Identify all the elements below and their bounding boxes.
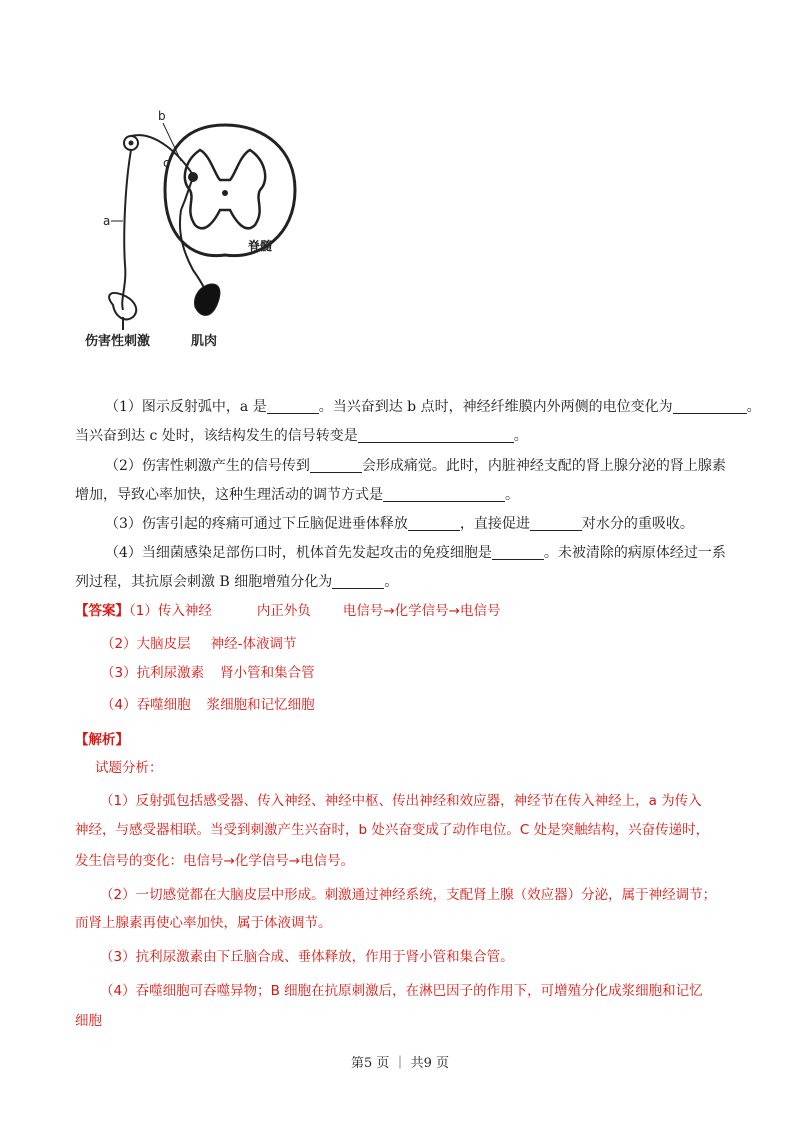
analysis-p4-line2: 细胞 — [75, 1013, 102, 1029]
analysis-p1-line2: 神经，与感受器相联。当受到刺激产生兴奋时，b 处兴奋变成了动作电位。C 处是突触结构，兴奋传递时， — [75, 822, 710, 838]
blank-3a[interactable] — [408, 514, 460, 531]
label-muscle: 肌肉 — [191, 334, 218, 349]
label-b: b — [158, 109, 166, 123]
answer-line-3: （3）抗利尿激素 肾小管和集合管 — [101, 665, 315, 681]
label-spinal-cord: 脊髓 — [248, 239, 273, 253]
label-stimulus: 伤害性刺激 — [85, 334, 151, 349]
question-3: （3）伤害引起的疼痛可通过下丘脑促进垂体释放 ，直接促进 对水分的重吸收。 — [105, 516, 694, 532]
blank-1c[interactable] — [358, 426, 514, 443]
reflex-arc-diagram — [85, 95, 365, 360]
analysis-p3-line1: （3）抗利尿激素由下丘脑合成、垂体释放，作用于肾小管和集合管。 — [100, 949, 514, 965]
analysis-p1-line1: （1）反射弧包括感受器、传入神经、神经中枢、传出神经和效应器，神经节在传入神经上，a 为传入 — [100, 793, 702, 809]
blank-1a[interactable] — [267, 397, 319, 414]
analysis-intro: 试题分析： — [95, 760, 163, 776]
watermark: ​ — [556, 600, 564, 635]
label-a: a — [103, 214, 111, 228]
question-2: （2）伤害性刺激产生的信号传到 会形成痛觉。此时，内脏神经支配的肾上腺分泌的肾上腺素 增加，导致心率加快，这种生理活动的调节方式是 。 — [75, 458, 726, 503]
reflex-arc-figure — [85, 95, 365, 360]
blank-2b[interactable] — [383, 485, 505, 502]
blank-2a[interactable] — [310, 456, 362, 473]
analysis-p2-line1: （2）一切感觉都在大脑皮层中形成。刺激通过神经系统，支配肾上腺（效应器）分泌，属于神经调节； — [100, 887, 717, 903]
question-1: （1）图示反射弧中，a 是 。当兴奋到达 b 点时，神经纤维膜内外两侧的电位变化为 。 当兴奋到达 c 处时，该结构发生的信号转变是 。 — [75, 399, 761, 444]
answer-line-4: （4）吞噬细胞 浆细胞和记忆细胞 — [101, 697, 315, 713]
answer-heading: 【答案】 — [75, 603, 129, 619]
analysis-heading: 【解析】 — [75, 732, 129, 748]
blank-4b[interactable] — [332, 572, 384, 589]
answer-line-2: （2）大脑皮层 神经-体液调节 — [101, 636, 297, 652]
blank-3b[interactable] — [530, 514, 582, 531]
question-4: （4）当细菌感染足部伤口时，机体首先发起攻击的免疫细胞是 。未被清除的病原体经过一系 列过程，其抗原会刺激 B 细胞增殖分化为 。 — [75, 545, 726, 590]
blank-1b[interactable] — [673, 397, 747, 414]
page-footer: 第5 页 ｜ 共9 页 — [350, 1056, 450, 1071]
analysis-p4-line1: （4）吞噬细胞可吞噬异物；B 细胞在抗原刺激后，在淋巴因子的作用下，可增殖分化成浆细胞和记忆 — [100, 983, 703, 999]
label-c: c — [163, 156, 170, 170]
blank-4a[interactable] — [492, 543, 544, 560]
answer-line-1: 【答案】（1）传入神经 内正外负 电信号→化学信号→电信号 — [75, 603, 501, 619]
analysis-p1-line3: 发生信号的变化：电信号→化学信号→电信号。 — [75, 853, 355, 869]
analysis-p2-line2: 而肾上腺素再使心率加快，属于体液调节。 — [75, 915, 332, 931]
